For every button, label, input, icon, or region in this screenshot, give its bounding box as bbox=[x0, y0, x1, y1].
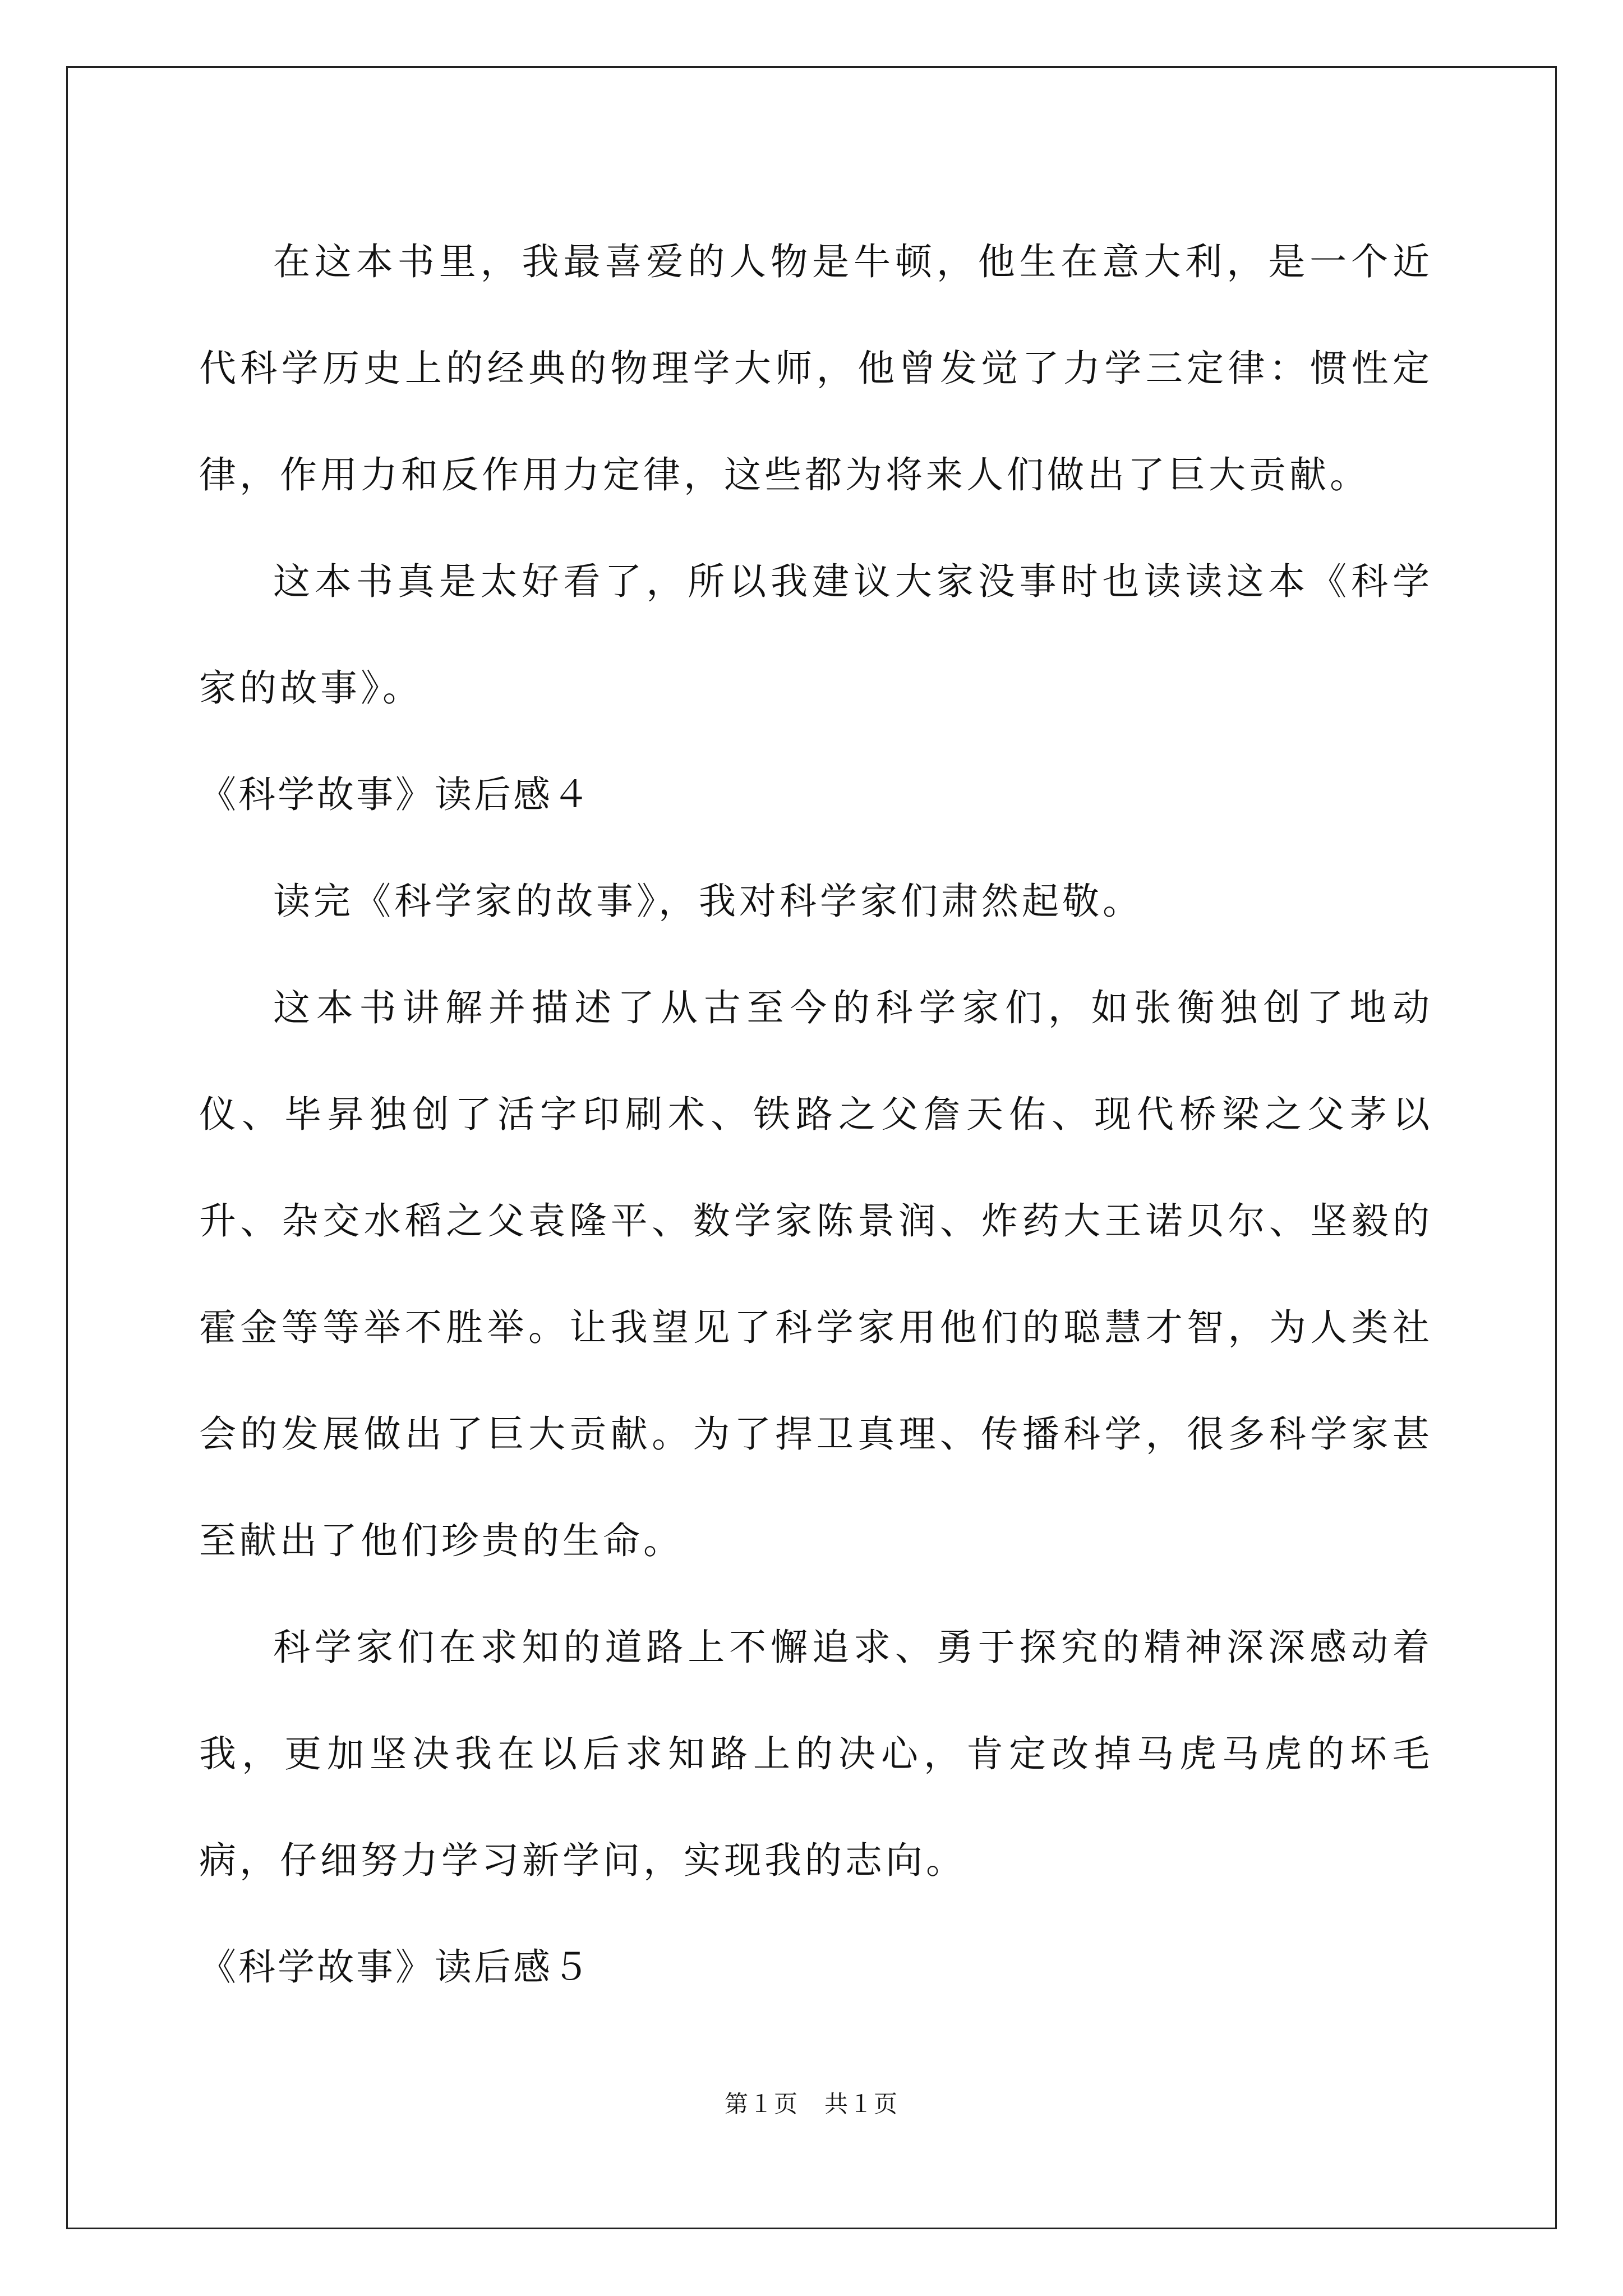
paragraph-scientists-list: 这本书讲解并描述了从古至今的科学家们，如张衡独创了地动仪、毕昇独创了活字印刷术、铁路之父詹天佑、现代桥梁之父茅以升、杂交水稻之父袁隆平、数学家陈景润、炸药大王诺贝尔、坚毅的霍金等等举不胜举。让我望见了科学家用他们的聪慧才智，为人类社会的发展做出了巨大贡献。为了捍卫真理、传播科学，很多科学家甚至献出了他们珍贵的生命。 bbox=[199, 986, 1433, 1562]
paragraph-resolution: 科学家们在求知的道路上不懈追求、勇于探究的精神深深感动着我，更加坚决我在以后求知路上的决心，肯定改掉马虎马虎的坏毛病，仔细努力学习新学问，实现我的志向。 bbox=[199, 1626, 1433, 1882]
document-body bbox=[199, 209, 1433, 2021]
page-total: 共１页 bbox=[824, 2090, 899, 2118]
page-number: 第１页 bbox=[724, 2090, 799, 2118]
section-heading-5: 《科学故事》读后感５ bbox=[199, 1945, 592, 1989]
page-footer bbox=[0, 2086, 1623, 2119]
paragraph-newton: 在这本书里，我最喜爱的人物是牛顿，他生在意大利，是一个近代科学历史上的经典的物理学大师，他曾发觉了力学三定律：惯性定律，作用力和反作用力定律，这些都为将来人们做出了巨大贡献。 bbox=[199, 240, 1433, 496]
paragraph-respect: 读完《科学家的故事》，我对科学家们肃然起敬。 bbox=[273, 880, 1143, 923]
paragraph-recommendation: 这本书真是太好看了，所以我建议大家没事时也读读这本《科学家的故事》。 bbox=[199, 560, 1433, 710]
section-heading-4: 《科学故事》读后感４ bbox=[199, 773, 592, 816]
